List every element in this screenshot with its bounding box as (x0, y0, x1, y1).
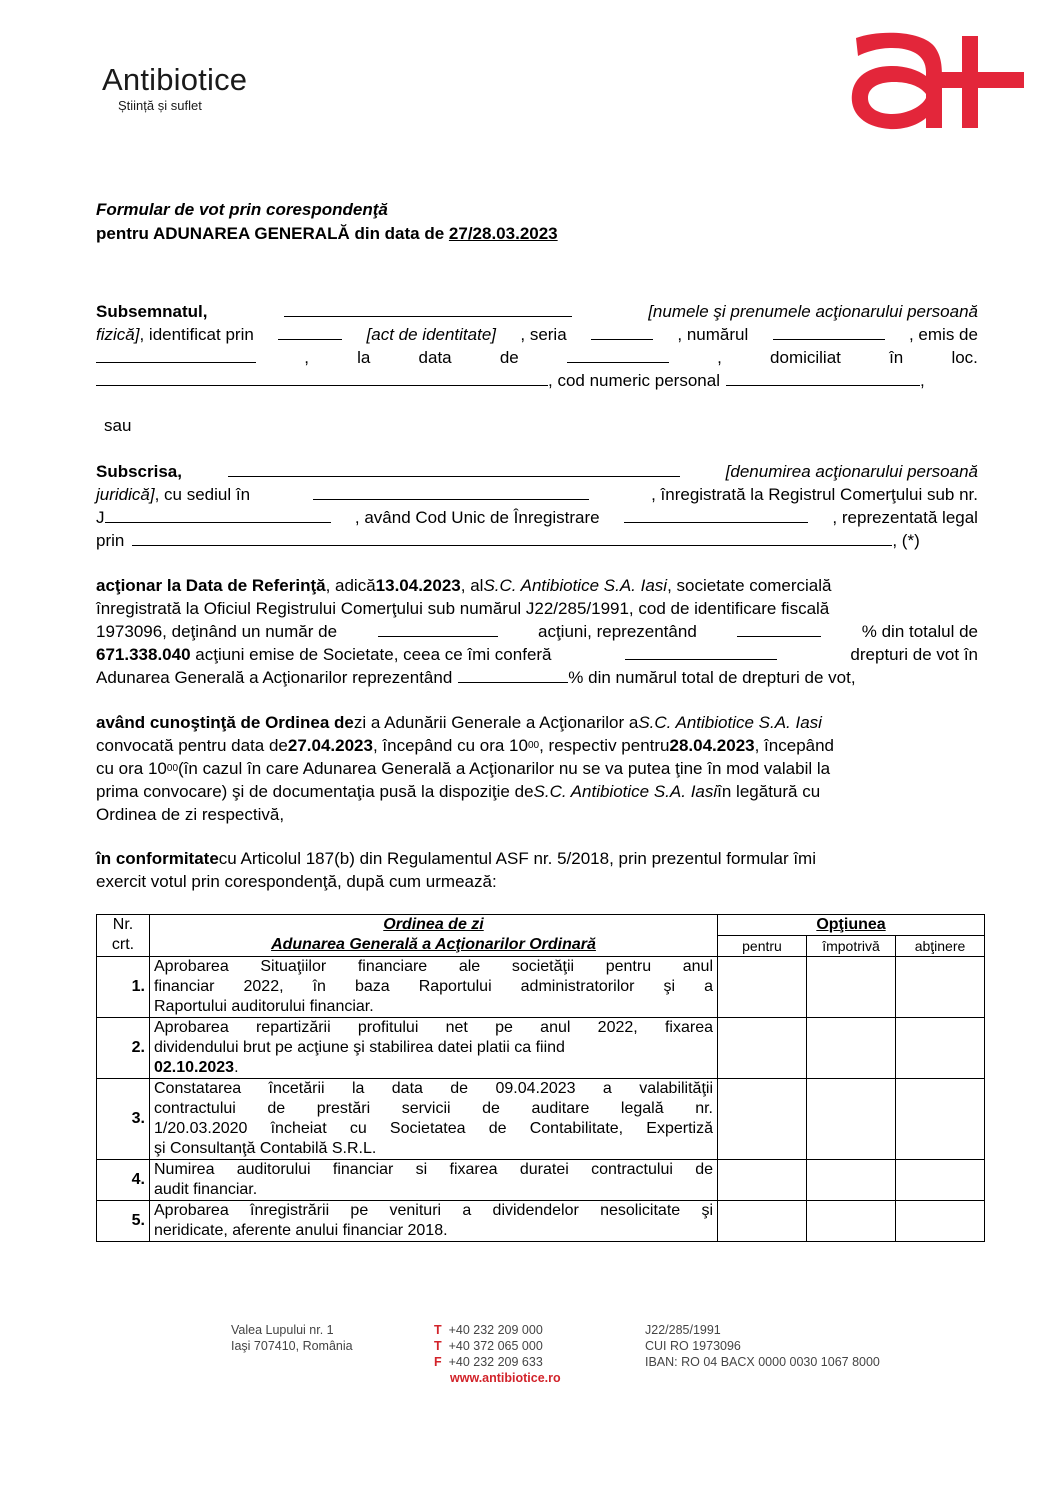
agenda-text: Ordinea de zi respectivă, (96, 805, 285, 824)
id-document-field[interactable] (278, 323, 342, 340)
table-row (97, 1201, 985, 1242)
form-subtitle (96, 224, 558, 244)
person-section (96, 300, 978, 392)
number-label: , numărul (677, 325, 749, 344)
reference-date-label: acţionar la Data de Referinţă (96, 576, 326, 595)
agenda-text: , începând cu ora 10 (372, 736, 528, 755)
agenda-text: , începând (754, 736, 835, 755)
row-number: 1. (97, 957, 150, 1018)
total-shares: 671.338.040 (96, 645, 191, 664)
cui-field[interactable] (624, 506, 808, 523)
phone-label: T (434, 1339, 442, 1353)
voting-percent-field[interactable] (458, 666, 568, 683)
agenda-text: (în cazul în care Adunarea Generală a Acţionarilor nu se va putea ţine în mod valabil la (178, 759, 831, 778)
agenda-text: zi a Adunării Generale a Acţionarilor a (353, 713, 639, 732)
registry-prefix: J (96, 508, 105, 527)
agenda-text: cu ora 10 (96, 759, 167, 778)
agenda-item-line: Constatarea încetării la data de 09.04.2023 a valabilităţii (154, 1080, 713, 1097)
agenda-item-line: audit financiar. (154, 1181, 258, 1198)
headquarters-label: , cu sediul în (154, 485, 251, 504)
vote-abstain-cell[interactable] (896, 1160, 985, 1201)
asterisk-note: , (*) (892, 531, 920, 550)
comma: , (304, 348, 309, 367)
registry-label: , înregistrată la Registrul Comerţului sub nr. (651, 485, 978, 504)
vote-for-cell[interactable] (718, 1018, 807, 1079)
shareholder-text: acţiuni emise de Societate, ceea ce îmi conferă (190, 645, 552, 664)
footer-contact (434, 1322, 561, 1386)
time-superscript: 00 (527, 740, 540, 751)
agenda-item-text (150, 957, 718, 1018)
shares-count-field[interactable] (378, 620, 498, 637)
footer-address (231, 1322, 353, 1354)
shareholder-text: Adunarea Generală a Acţionarilor reprezentând (96, 668, 453, 687)
company-name: S.C. Antibiotice S.A. Iasi (483, 576, 668, 595)
agenda-item-line: Raportului auditorului financiar. (154, 998, 374, 1015)
second-meeting-date: 28.04.2023 (669, 736, 755, 755)
vote-against-cell[interactable] (807, 1018, 896, 1079)
agenda-item-line: Aprobarea Situaţiilor financiare ale societăţii pentru anul (154, 958, 713, 975)
phone-number: +40 372 065 000 (448, 1339, 543, 1353)
vote-against-cell[interactable] (807, 957, 896, 1018)
registry-number: J22/285/1991 (645, 1323, 721, 1337)
vote-abstain-cell[interactable] (896, 957, 985, 1018)
address-field[interactable] (96, 369, 548, 386)
comma: , (919, 371, 925, 390)
phone-label: T (434, 1323, 442, 1337)
company-name-field[interactable] (228, 460, 680, 477)
table-header-row (97, 915, 985, 936)
shareholder-text: % din numărul total de drepturi de vot, (568, 668, 856, 687)
shareholder-text: , al (460, 576, 484, 595)
agenda-text: în legătură cu (717, 782, 821, 801)
person-name-hint: [numele şi prenumele acţionarului persoană (648, 302, 978, 321)
vote-against-cell[interactable] (807, 1079, 896, 1160)
agenda-item-text (150, 1079, 718, 1160)
company-section (96, 460, 978, 552)
legal-rep-field[interactable] (132, 529, 892, 546)
or-text: sau (104, 416, 132, 435)
word-data: data (418, 348, 452, 367)
footer-registration (645, 1322, 880, 1370)
person-hint-end: fizică] (96, 325, 140, 344)
conformity-text: exercit votul prin corespondenţă, după cum urmează: (96, 872, 497, 891)
company-name: S.C. Antibiotice S.A. Iasi (533, 782, 718, 801)
agenda-item-line: financiar 2022, în baza Raportului administratorilor şi a (154, 978, 713, 995)
agenda-item-line: Aprobarea înregistrării pe venituri a dividendelor nesolicitate şi (154, 1202, 713, 1219)
word-prin: prin (96, 531, 125, 550)
agenda-header (150, 915, 718, 957)
table-row (97, 1160, 985, 1201)
option-header (718, 915, 985, 936)
company-name: S.C. Antibiotice S.A. Iasi (638, 713, 822, 732)
shareholder-section (96, 574, 978, 689)
form-title: Formular de vot prin corespondenţă (96, 200, 388, 219)
agenda-item-text (150, 1160, 718, 1201)
nr-header-text: Nr. (112, 916, 134, 933)
option-header-text: Opţiunea (816, 916, 886, 933)
table-row (97, 957, 985, 1018)
agenda-header-text: Ordinea de zi (383, 916, 484, 933)
voting-table (96, 914, 985, 1242)
shareholder-text: % din totalul de (861, 622, 978, 641)
vote-abstain-cell[interactable] (896, 1018, 985, 1079)
word-domiciliat: domiciliat (770, 348, 841, 367)
series-field[interactable] (591, 323, 653, 340)
payment-date: 02.10.2023 (154, 1059, 235, 1076)
vote-for-cell[interactable] (718, 957, 807, 1018)
abstain-header: abţinere (896, 936, 985, 957)
cnp-label: , cod numeric personal (548, 371, 720, 390)
word-de: de (499, 348, 519, 367)
agenda-intro-section (96, 711, 978, 826)
series-label: , seria (520, 325, 567, 344)
vote-for-cell[interactable] (718, 1201, 807, 1242)
phone-number: +40 232 209 000 (448, 1323, 543, 1337)
vote-against-cell[interactable] (807, 1201, 896, 1242)
shareholder-text: drepturi de vot în (850, 645, 978, 664)
table-row (97, 1018, 985, 1079)
table-row (97, 1079, 985, 1160)
shares-percent-field[interactable] (737, 620, 821, 637)
agenda-text: , respectiv pentru (539, 736, 670, 755)
agenda-text: prima convocare) şi de documentaţia pusă la dispoziţie de (96, 782, 534, 801)
cui-label: , având Cod Unic de Înregistrare (354, 508, 600, 527)
vote-for-cell[interactable] (718, 1160, 807, 1201)
vote-abstain-cell[interactable] (896, 1079, 985, 1160)
fax-label: F (434, 1355, 442, 1369)
shareholder-text: acţiuni, reprezentând (538, 622, 697, 641)
a-plus-logo-icon (848, 28, 1028, 132)
shareholder-text: , societate comercială (667, 576, 832, 595)
shareholder-text: 1973096, deţinând un număr de (96, 622, 338, 641)
reference-date: 13.04.2023 (375, 576, 461, 595)
registry-number-field[interactable] (105, 506, 331, 523)
comma: , (717, 348, 722, 367)
agenda-item-line: 1/20.03.2020 încheiat cu Societatea de Contabilitate, Expertiză (154, 1120, 713, 1137)
conformity-section (96, 847, 978, 893)
company-label: Subscrisa, (96, 462, 182, 481)
agenda-item-line: dividendului brut pe acţiune şi stabilirea datei platii ca fiind (154, 1039, 565, 1056)
agenda-item-line: şi Consultanţă Contabilă S.R.L. (154, 1140, 377, 1157)
vote-abstain-cell[interactable] (896, 1201, 985, 1242)
headquarters-field[interactable] (313, 483, 589, 500)
conformity-text: cu Articolul 187(b) din Regulamentul ASF nr. 5/2018, prin prezentul formular îmi (218, 849, 816, 868)
cnp-field[interactable] (726, 369, 920, 386)
first-meeting-date: 27.04.2023 (287, 736, 373, 755)
shareholder-text: , adică (325, 576, 376, 595)
company-hint-end: juridică] (96, 485, 155, 504)
row-number: 3. (97, 1079, 150, 1160)
issue-date-field[interactable] (567, 346, 669, 363)
vote-against-cell[interactable] (807, 1160, 896, 1201)
agenda-item-line: contractului de prestări servicii de auditare legală nr. (154, 1100, 713, 1117)
person-label: Subsemnatul, (96, 302, 208, 321)
agenda-item-line: Numirea auditorului financiar si fixarea duratei contractului de (154, 1161, 713, 1178)
shareholder-text: înregistrată la Oficiul Registrului Comerţului sub numărul J22/285/1991, cod de identificare fiscală (96, 599, 830, 618)
vote-for-cell[interactable] (718, 1079, 807, 1160)
identified-by-text: , identificat prin (139, 325, 254, 344)
footer-address-line: Valea Lupului nr. 1 (231, 1323, 334, 1337)
row-number: 4. (97, 1160, 150, 1201)
period: . (234, 1059, 239, 1076)
fiscal-code: CUI RO 1973096 (645, 1339, 741, 1353)
agenda-text: având cunoştinţă de Ordinea de (96, 713, 354, 732)
fax-number: +40 232 209 633 (448, 1355, 543, 1369)
conformity-text: în conformitate (96, 849, 219, 868)
iban: IBAN: RO 04 BACX 0000 0030 1067 8000 (645, 1355, 880, 1369)
brand-tagline: Știință și suflet (118, 98, 202, 113)
footer-address-line: Iaşi 707410, România (231, 1339, 353, 1353)
nr-header (97, 915, 150, 957)
for-header: pentru (718, 936, 807, 957)
row-number: 5. (97, 1201, 150, 1242)
agenda-item-line: neridicate, aferente anului financiar 2018. (154, 1222, 448, 1239)
agenda-header-text: Adunarea Generală a Acţionarilor Ordinară (271, 936, 596, 953)
time-superscript: 00 (166, 763, 179, 774)
word-la: la (357, 348, 371, 367)
nr-header-text: crt. (111, 936, 135, 953)
issued-by-field[interactable] (96, 346, 256, 363)
row-number: 2. (97, 1018, 150, 1079)
issued-by-label: , emis de (908, 325, 978, 344)
agenda-item-text (150, 1201, 718, 1242)
company-name-hint: [denumirea acţionarului persoană (725, 462, 978, 481)
meeting-date: 27/28.03.2023 (448, 224, 558, 243)
subtitle-prefix: pentru ADUNAREA GENERALĂ din data de (96, 224, 449, 243)
website-link[interactable]: www.antibiotice.ro (450, 1371, 561, 1385)
brand-name: Antibiotice (102, 62, 248, 97)
voting-rights-field[interactable] (625, 643, 777, 660)
agenda-text: convocată pentru data de (96, 736, 288, 755)
legal-rep-label: , reprezentată legal (832, 508, 978, 527)
word-loc: loc. (951, 348, 978, 367)
person-name-field[interactable] (284, 300, 572, 317)
number-field[interactable] (773, 323, 885, 340)
agenda-item-text (150, 1018, 718, 1079)
id-document-hint: [act de identitate] (366, 325, 497, 344)
against-header: împotrivă (807, 936, 896, 957)
agenda-item-line: Aprobarea repartizării profitului net pe anul 2022, fixarea (154, 1019, 713, 1036)
word-in: în (889, 348, 904, 367)
